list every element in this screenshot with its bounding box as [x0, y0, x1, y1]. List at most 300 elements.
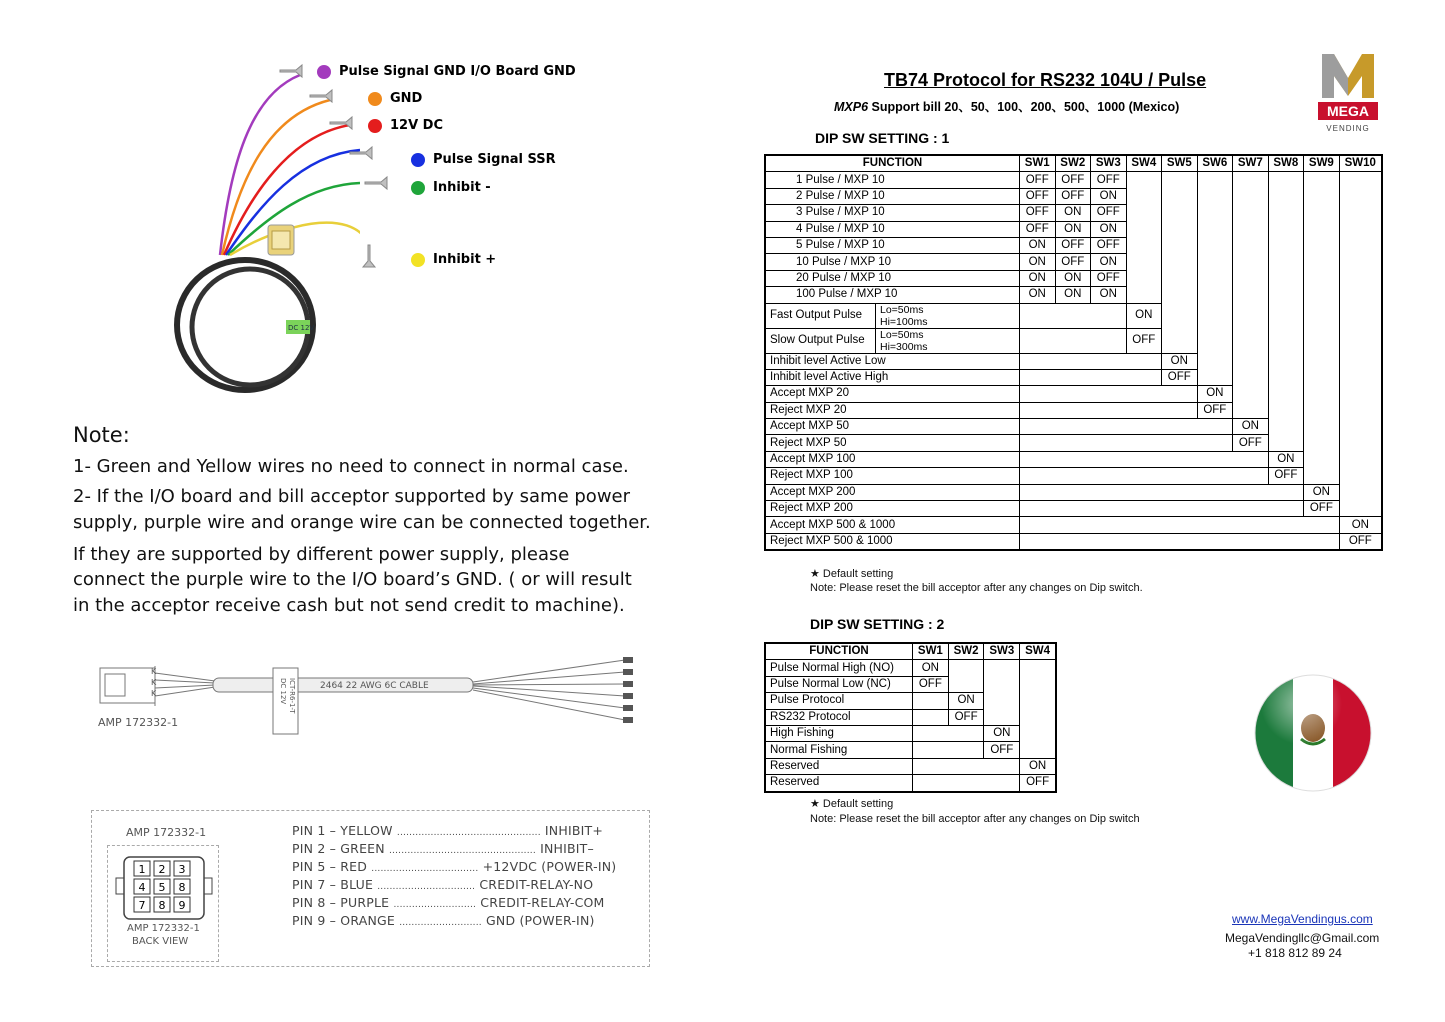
table-row — [765, 709, 1056, 725]
table-cell — [1019, 386, 1197, 402]
table-cell: ON — [1019, 237, 1055, 253]
table-cell — [1162, 205, 1198, 221]
contact-phone: +1 818 812 89 24 — [1248, 946, 1342, 960]
website-link[interactable]: www.MegaVendingus.com — [1232, 912, 1373, 926]
table-cell — [1268, 287, 1304, 303]
pin-row-right: GND (POWER-IN) — [481, 913, 595, 928]
table-row — [765, 660, 1056, 676]
table-cell: Reject MXP 20 — [765, 402, 1019, 418]
table-row — [765, 353, 1382, 369]
table-cell — [1197, 353, 1233, 369]
pin-row — [292, 913, 595, 928]
table-cell: RS232 Protocol — [765, 709, 913, 725]
wire-label-red — [368, 118, 443, 133]
table-row — [765, 303, 1382, 328]
table-cell: Reject MXP 500 & 1000 — [765, 533, 1019, 550]
table-cell: Accept MXP 100 — [765, 451, 1019, 467]
cable-amp-label: AMP 172332-1 — [98, 716, 179, 729]
pin-number: 5 — [158, 881, 166, 894]
table-cell — [1304, 451, 1340, 467]
table-header-cell: SW8 — [1268, 155, 1304, 172]
table-cell: ON — [1091, 188, 1127, 204]
pin-number: 4 — [138, 881, 146, 894]
table-cell — [984, 693, 1020, 709]
wire-label-text: 12V DC — [390, 118, 444, 133]
table-cell — [1233, 237, 1269, 253]
wire-label-green — [411, 180, 491, 195]
table-cell: OFF — [1304, 501, 1340, 517]
table-cell — [1339, 188, 1382, 204]
note-line-3a: If they are supported by different power supply, please — [73, 544, 570, 565]
table-cell — [1268, 369, 1304, 385]
pin-row-right: +12VDC (POWER-IN) — [478, 859, 617, 874]
pin-row-leader: ........................... — [399, 918, 482, 928]
table-cell — [1197, 287, 1233, 303]
table-cell: OFF — [1091, 237, 1127, 253]
pulse-hi: Hi=100ms — [879, 315, 928, 328]
table-header-cell: SW3 — [1091, 155, 1127, 172]
table-cell — [1233, 287, 1269, 303]
dip1-reset-note: Note: Please reset the bill acceptor after any changes on Dip switch. — [810, 582, 1143, 594]
table-cell — [1019, 435, 1232, 451]
pin-row — [292, 823, 603, 838]
table-cell: ON — [1304, 484, 1340, 500]
table-cell — [1339, 468, 1382, 484]
table-header-cell: SW3 — [984, 643, 1020, 660]
table-cell — [948, 676, 984, 692]
pin-row — [292, 877, 593, 892]
table-cell — [1339, 386, 1382, 402]
pin-row — [292, 895, 605, 910]
table-cell — [1197, 188, 1233, 204]
table-cell: OFF — [1019, 205, 1055, 221]
table-cell — [1019, 303, 1126, 328]
table-cell — [1126, 188, 1162, 204]
table-cell — [1268, 188, 1304, 204]
dip1-default-note: ★ Default setting — [810, 568, 894, 580]
table-cell — [1020, 660, 1056, 676]
table-cell — [1020, 676, 1056, 692]
table-cell — [1339, 221, 1382, 237]
table-cell: OFF — [913, 676, 949, 692]
table-header-cell: SW9 — [1304, 155, 1340, 172]
table-cell — [1126, 254, 1162, 270]
table-cell: 4 Pulse / MXP 10 — [765, 221, 1019, 237]
wire-label-yellow — [411, 252, 496, 267]
svg-text:K: K — [151, 667, 157, 676]
table-cell — [1268, 386, 1304, 402]
contact-email: MegaVendingllc@Gmail.com — [1225, 931, 1380, 945]
table-cell — [1019, 451, 1268, 467]
table-cell — [1304, 468, 1340, 484]
protocol-title: TB74 Protocol for RS232 104U / Pulse — [884, 70, 1207, 90]
table-cell — [1339, 303, 1382, 328]
table-cell: 3 Pulse / MXP 10 — [765, 205, 1019, 221]
table-cell: Accept MXP 500 & 1000 — [765, 517, 1019, 533]
table-cell — [1162, 328, 1198, 353]
cable-tag-line2: ICT-R6-1-T — [288, 678, 296, 714]
table-cell — [1020, 742, 1056, 758]
table-cell: ON — [1126, 303, 1162, 328]
table-cell — [1019, 328, 1126, 353]
table-cell: ON — [1162, 353, 1198, 369]
table-cell: Reserved — [765, 758, 913, 774]
protocol-subtitle — [834, 97, 1179, 115]
pin-row-leader: ................................ — [377, 882, 476, 892]
table-cell: Pulse Normal High (NO) — [765, 660, 913, 676]
table-row — [765, 188, 1382, 204]
table-cell: Pulse Normal Low (NC) — [765, 676, 913, 692]
table-cell — [1162, 172, 1198, 188]
table-cell — [1126, 205, 1162, 221]
table-cell — [1019, 484, 1303, 500]
connector-back-view — [114, 853, 214, 923]
yellow-dot-icon — [411, 253, 425, 267]
table-cell: OFF — [1020, 775, 1056, 792]
table-cell: Fast Output Pulse — [765, 303, 875, 328]
pin-row-left: PIN 8 – PURPLE — [292, 895, 394, 910]
table-cell — [948, 660, 984, 676]
table-cell: Inhibit level Active High — [765, 369, 1019, 385]
protocol-support-text: Support bill 20、50、100、200、500、1000 (Mexico) — [868, 100, 1180, 114]
svg-text:K: K — [151, 689, 157, 698]
pin-row-leader: ................................................ — [389, 846, 536, 856]
table-cell — [1304, 188, 1340, 204]
table-cell — [1162, 188, 1198, 204]
table-cell — [1019, 468, 1268, 484]
table-cell — [1339, 172, 1382, 188]
table-cell — [984, 709, 1020, 725]
table-cell: ON — [1339, 517, 1382, 533]
table-cell: ON — [1233, 419, 1269, 435]
table-cell — [1268, 353, 1304, 369]
pin-number: 9 — [178, 899, 186, 912]
table-cell: OFF — [1055, 254, 1091, 270]
table-cell — [1126, 172, 1162, 188]
table-cell — [1233, 353, 1269, 369]
pin-number: 2 — [158, 863, 166, 876]
table-cell: ON — [1091, 221, 1127, 237]
table-cell — [1304, 237, 1340, 253]
table-cell — [913, 775, 1020, 792]
table-cell — [913, 758, 1020, 774]
table-cell: OFF — [1019, 188, 1055, 204]
table-cell: OFF — [1019, 172, 1055, 188]
table-cell — [1268, 435, 1304, 451]
dip2-heading: DIP SW SETTING : 2 — [810, 616, 945, 632]
table-cell: Accept MXP 50 — [765, 419, 1019, 435]
table-cell — [1162, 270, 1198, 286]
table-header-cell: SW1 — [913, 643, 949, 660]
table-cell — [1126, 237, 1162, 253]
table-cell — [1304, 402, 1340, 418]
table-cell — [1339, 402, 1382, 418]
table-cell — [1197, 369, 1233, 385]
table-cell — [1339, 369, 1382, 385]
table-row — [765, 758, 1056, 774]
table-cell — [1339, 353, 1382, 369]
table-cell: Reserved — [765, 775, 913, 792]
table-cell — [1339, 254, 1382, 270]
pin-row-right: INHIBIT– — [535, 841, 594, 856]
table-cell — [1268, 221, 1304, 237]
table-cell — [1019, 353, 1161, 369]
pin-row-right: CREDIT-RELAY-COM — [476, 895, 605, 910]
table-cell — [1197, 205, 1233, 221]
dip1-heading: DIP SW SETTING : 1 — [815, 130, 950, 146]
table-cell: 20 Pulse / MXP 10 — [765, 270, 1019, 286]
table-row — [765, 237, 1382, 253]
table-cell — [1162, 303, 1198, 328]
table-cell — [1233, 172, 1269, 188]
pin-row — [292, 841, 594, 856]
pin-row-left: PIN 1 – YELLOW — [292, 823, 397, 838]
table-cell — [1020, 725, 1056, 741]
blue-dot-icon — [411, 153, 425, 167]
table-header-row — [765, 155, 1382, 172]
pin-row-left: PIN 7 – BLUE — [292, 877, 378, 892]
table-cell — [1304, 435, 1340, 451]
pulse-lo: Lo=50ms — [879, 303, 924, 316]
mega-vending-logo — [1318, 52, 1378, 134]
table-cell — [1019, 501, 1303, 517]
table-row — [765, 451, 1382, 467]
pin-number: 7 — [138, 899, 146, 912]
pin-grid — [134, 861, 190, 912]
table-cell — [1268, 419, 1304, 435]
table-cell — [1339, 287, 1382, 303]
table-cell — [1339, 205, 1382, 221]
table-cell — [1268, 402, 1304, 418]
wire-label-text: GND — [390, 91, 423, 106]
note-line-3c: in the acceptor receive cash but not send credit to machine). — [73, 595, 625, 616]
table-cell — [1233, 303, 1269, 328]
table-cell: ON — [1055, 205, 1091, 221]
table-cell — [1304, 328, 1340, 353]
note-title: Note: — [73, 423, 130, 447]
table-cell: ON — [1268, 451, 1304, 467]
table-cell — [875, 328, 1019, 353]
note-line-3b: connect the purple wire to the I/O board’s GND. ( or will result — [73, 569, 632, 590]
table-cell — [1304, 303, 1340, 328]
wire-label-text: Inhibit + — [433, 252, 497, 267]
table-cell — [1197, 270, 1233, 286]
pin-number: 8 — [158, 899, 166, 912]
table-cell — [1126, 221, 1162, 237]
table-cell — [1197, 328, 1233, 353]
table-row — [765, 468, 1382, 484]
table-header-cell: SW2 — [948, 643, 984, 660]
table-cell — [1304, 353, 1340, 369]
table-header-cell: SW6 — [1197, 155, 1233, 172]
wire-label-text: Inhibit - — [433, 180, 491, 195]
table-cell: ON — [1020, 758, 1056, 774]
pin-row-leader: ........................... — [393, 900, 477, 910]
table-cell: Inhibit level Active Low — [765, 353, 1019, 369]
table-cell — [1019, 533, 1339, 550]
wire-label-orange — [368, 91, 422, 106]
table-cell — [1019, 369, 1161, 385]
table-header-cell: SW10 — [1339, 155, 1382, 172]
table-cell — [1268, 328, 1304, 353]
pulse-lo: Lo=50ms — [879, 328, 924, 341]
table-cell: ON — [1091, 287, 1127, 303]
table-cell — [1019, 402, 1197, 418]
table-row — [765, 221, 1382, 237]
dip2-table — [764, 642, 1057, 793]
table-cell — [1197, 237, 1233, 253]
pin-row-leader: ............................................... — [396, 828, 541, 838]
table-cell — [1233, 205, 1269, 221]
cable-spec-text: 2464 22 AWG 6C CABLE — [320, 681, 429, 691]
table-row — [765, 369, 1382, 385]
table-row — [765, 484, 1382, 500]
table-cell — [913, 693, 949, 709]
table-cell: 1 Pulse / MXP 10 — [765, 172, 1019, 188]
table-cell — [1233, 254, 1269, 270]
table-cell — [1304, 287, 1340, 303]
purple-dot-icon — [317, 65, 331, 79]
table-cell: 2 Pulse / MXP 10 — [765, 188, 1019, 204]
table-cell — [1162, 254, 1198, 270]
cable-tag-line1: DC 12V — [279, 678, 287, 705]
table-cell — [1233, 328, 1269, 353]
table-row — [765, 676, 1056, 692]
table-header-cell: SW4 — [1020, 643, 1056, 660]
table-cell: 5 Pulse / MXP 10 — [765, 237, 1019, 253]
table-cell: High Fishing — [765, 725, 913, 741]
wire-label-purple — [317, 64, 576, 79]
table-cell: ON — [1055, 221, 1091, 237]
table-cell — [913, 725, 984, 741]
pin-number: 1 — [138, 863, 146, 876]
table-header-cell: SW7 — [1233, 155, 1269, 172]
pin-row-left: PIN 5 – RED — [292, 859, 372, 874]
table-cell: ON — [1055, 270, 1091, 286]
table-row — [765, 435, 1382, 451]
table-cell — [1233, 369, 1269, 385]
table-cell: ON — [1091, 254, 1127, 270]
table-cell: ON — [913, 660, 949, 676]
table-row — [765, 742, 1056, 758]
table-cell: OFF — [1055, 237, 1091, 253]
table-cell — [1268, 303, 1304, 328]
pin-row-right: CREDIT-RELAY-NO — [475, 877, 594, 892]
table-cell — [1339, 328, 1382, 353]
table-cell — [1197, 172, 1233, 188]
logo-sub: VENDING — [1326, 124, 1370, 133]
table-cell: OFF — [1233, 435, 1269, 451]
table-cell: OFF — [948, 709, 984, 725]
table-header-cell: FUNCTION — [765, 643, 913, 660]
table-cell: ON — [948, 693, 984, 709]
table-row — [765, 205, 1382, 221]
table-cell: OFF — [1197, 402, 1233, 418]
table-cell — [1304, 172, 1340, 188]
table-cell: Reject MXP 200 — [765, 501, 1019, 517]
table-cell — [1339, 237, 1382, 253]
table-cell: OFF — [1019, 221, 1055, 237]
table-header-cell: SW4 — [1126, 155, 1162, 172]
table-cell — [875, 303, 1019, 328]
table-cell — [1339, 435, 1382, 451]
table-cell — [1304, 386, 1340, 402]
table-cell: Accept MXP 20 — [765, 386, 1019, 402]
note-line-1: 1- Green and Yellow wires no need to connect in normal case. — [73, 456, 629, 477]
wire-label-text: Pulse Signal GND I/O Board GND — [339, 64, 576, 79]
table-row — [765, 287, 1382, 303]
pin-number: 8 — [178, 881, 186, 894]
table-cell — [1233, 270, 1269, 286]
orange-dot-icon — [368, 92, 382, 106]
table-cell — [1233, 386, 1269, 402]
table-row — [765, 386, 1382, 402]
table-row — [765, 254, 1382, 270]
table-cell: 10 Pulse / MXP 10 — [765, 254, 1019, 270]
table-cell: ON — [1019, 254, 1055, 270]
note-line-2a: 2- If the I/O board and bill acceptor supported by same power — [73, 486, 631, 507]
table-cell — [1020, 709, 1056, 725]
pin-row-left: PIN 9 – ORANGE — [292, 913, 400, 928]
pin-number: 3 — [178, 863, 186, 876]
table-cell — [1162, 287, 1198, 303]
pulse-hi: Hi=300ms — [879, 340, 928, 353]
table-row — [765, 693, 1056, 709]
table-cell: OFF — [1055, 172, 1091, 188]
table-row — [765, 172, 1382, 188]
pin-row — [292, 859, 616, 874]
table-cell — [1126, 287, 1162, 303]
table-cell — [1233, 402, 1269, 418]
pin-row-left: PIN 2 – GREEN — [292, 841, 389, 856]
table-header-cell: SW2 — [1055, 155, 1091, 172]
wire-label-text: Pulse Signal SSR — [433, 152, 556, 167]
table-row — [765, 501, 1382, 517]
table-cell: ON — [1019, 270, 1055, 286]
table-cell — [1233, 221, 1269, 237]
table-cell — [984, 676, 1020, 692]
table-row — [765, 775, 1056, 792]
dip2-default-note: ★ Default setting — [810, 798, 894, 810]
table-row — [765, 270, 1382, 286]
table-cell — [1268, 237, 1304, 253]
table-cell: ON — [984, 725, 1020, 741]
table-cell — [1197, 221, 1233, 237]
table-cell: Reject MXP 50 — [765, 435, 1019, 451]
table-cell — [1304, 205, 1340, 221]
table-cell: OFF — [1091, 270, 1127, 286]
table-cell — [913, 742, 984, 758]
table-cell — [1268, 270, 1304, 286]
table-cell — [1126, 270, 1162, 286]
table-cell: Pulse Protocol — [765, 693, 913, 709]
table-cell: Reject MXP 100 — [765, 468, 1019, 484]
table-cell — [1339, 451, 1382, 467]
table-row — [765, 419, 1382, 435]
mexico-flag-badge — [1253, 673, 1373, 793]
note-line-2b: supply, purple wire and orange wire can be connected together. — [73, 512, 651, 533]
pinout-back-label-1: AMP 172332-1 — [127, 923, 200, 934]
table-cell: OFF — [984, 742, 1020, 758]
table-cell — [1162, 221, 1198, 237]
table-cell — [1020, 693, 1056, 709]
table-cell — [984, 660, 1020, 676]
table-cell: ON — [1019, 287, 1055, 303]
table-cell — [1197, 254, 1233, 270]
table-row — [765, 533, 1382, 550]
table-cell: 100 Pulse / MXP 10 — [765, 287, 1019, 303]
table-cell — [1304, 270, 1340, 286]
